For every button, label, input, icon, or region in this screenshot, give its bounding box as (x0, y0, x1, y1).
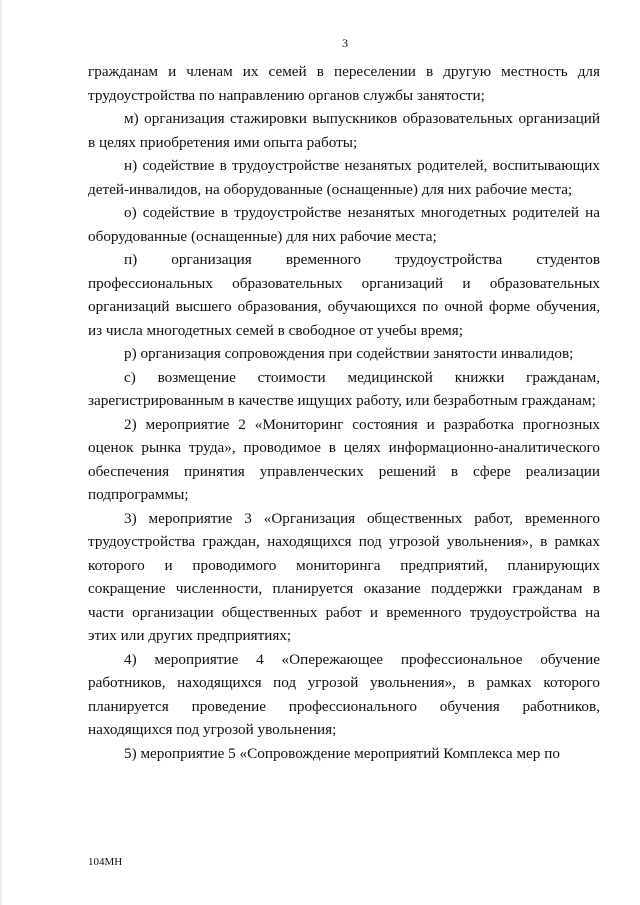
paragraph-measure-5: 5) мероприятие 5 «Сопровождение мероприятий Комплекса мер по (124, 744, 560, 762)
paragraph-item-p: п) организация временного трудоустройства студентов профессиональных образовательных организаций и образовательных организаций высшего образования, обучающихся по очной форме обучения, из числа многодетных семей в свободное от учебы время; (88, 251, 600, 339)
paragraph-measure-4: 4) мероприятие 4 «Опережающее профессиональное обучение работников, находящихся под угрозой увольнения», в рамках которого планируется проведение профессионального обучения работников, находящихся под угрозой увольнения; (88, 650, 600, 738)
paragraph-item-m: м) организация стажировки выпускников образовательных организаций в целях приобретения ими опыта работы; (88, 110, 600, 151)
document-body (88, 60, 600, 765)
paragraph-continued: гражданам и членам их семей в переселении в другую местность для трудоустройства по направлению органов службы занятости; (88, 63, 600, 104)
paragraph-item-o: о) содействие в трудоустройстве незанятых многодетных родителей на оборудованные (оснащенные) для них рабочие места; (88, 204, 600, 245)
paragraph-item-r: р) организация сопровождения при содействии занятости инвалидов; (124, 345, 574, 362)
paragraph-measure-3: 3) мероприятие 3 «Организация общественных работ, временного трудоустройства граждан, находящихся под угрозой увольнения», в рамках которого и проводимого мониторинга предприятий, планирующих сокращение численности, планируется оказание поддержки гражданам в части организации общественных работ и временного трудоустройства на этих или других предприятиях; (88, 509, 600, 644)
paragraph-item-n: н) содействие в трудоустройстве незанятых родителей, воспитывающих детей-инвалидов, на оборудованные (оснащенные) для них рабочие места; (88, 157, 600, 198)
paragraph-item-s: с) возмещение стоимости медицинской книжки гражданам, зарегистрированным в качестве ищущих работу, или безработным гражданам; (88, 368, 600, 409)
page-number: 3 (342, 36, 348, 50)
scan-edge-shadow (0, 0, 3, 905)
paragraph-measure-2: 2) мероприятие 2 «Мониторинг состояния и разработка прогнозных оценок рынка труда», проводимое в целях информационно-аналитического обеспечения принятия управленческих решений в сфере реализации подпрограммы; (88, 415, 600, 503)
footer-document-code: 104МН (88, 856, 123, 868)
